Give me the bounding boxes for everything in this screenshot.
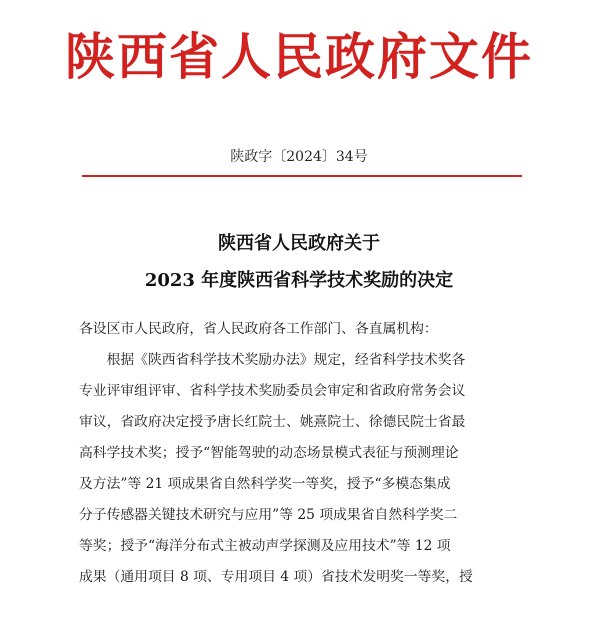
body-line: 分子传感器关键技术研究与应用”等 25 项成果省自然科学奖二	[79, 507, 458, 523]
body-line: 等奖；授予“海洋分布式主被动声学探测及应用技术”等 12 项	[79, 538, 451, 554]
body-line: 成果（通用项目 8 项、专用项目 4 项）省技术发明奖一等奖，授	[79, 569, 473, 585]
body-paragraph	[79, 345, 522, 593]
addressee-line: 各设区市人民政府，省人民政府各工作部门、各直属机构：	[79, 321, 438, 337]
document-title-line-2: 2023 年度陕西省科学技术奖励的决定	[144, 270, 454, 291]
document-masthead: 陕西省人民政府文件	[65, 27, 533, 86]
body-line: 专业评审组评审、省科学技术奖励委员会审定和省政府常务会议	[79, 383, 466, 399]
body-line: 高科学技术奖；授予“智能驾驶的动态场景模式表征与预测理论	[79, 445, 459, 461]
body-line: 审议，省政府决定授予唐长红院士、姚熹院士、徐德民院士省最	[79, 414, 466, 430]
document-title-line-1: 陕西省人民政府关于	[218, 233, 380, 254]
addressee-paragraph	[79, 314, 522, 345]
document-number: 陕政字〔2024〕34号	[230, 149, 368, 165]
body-line: 及方法”等 21 项成果省自然科学奖一等奖，授予“多模态集成	[79, 476, 451, 492]
body-line: 根据《陕西省科学技术奖励办法》规定，经省科学技术奖各	[79, 352, 466, 368]
red-separator-line	[82, 175, 522, 177]
